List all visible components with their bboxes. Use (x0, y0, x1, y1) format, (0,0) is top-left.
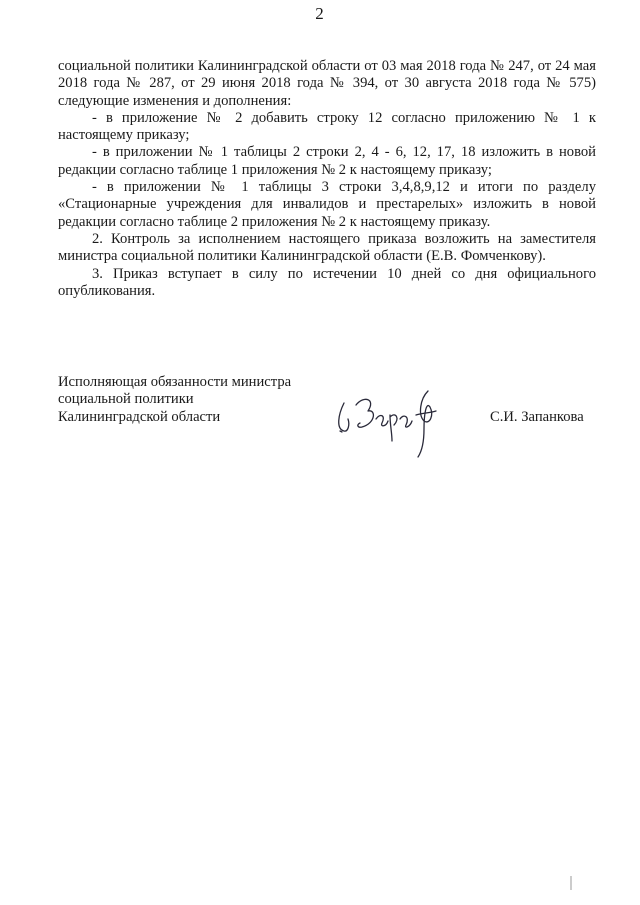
signer-position-line: Исполняющая обязанности министра (58, 374, 292, 390)
signer-position-line: Калининградской области (58, 408, 221, 425)
paragraph-amendment-1: - в приложение № 2 добавить строку 12 согласно приложению № 1 к настоящему приказу; (58, 109, 596, 144)
paragraph-effective-date: 3. Приказ вступает в силу по истечении 10 дней со дня официального опубликования. (58, 265, 596, 299)
paragraph-amendment-3: - в приложении № 1 таблицы 3 строки 3,4,8,9,12 и итоги по разделу «Стационарные учреждения для инвалидов и престарелых» изложить в новой редакции согласно таблице 2 приложения № 2 к настоящему приказу. (58, 179, 596, 230)
scan-mark (570, 876, 572, 890)
page-number: 2 (315, 4, 325, 23)
handwritten-signature (330, 385, 450, 465)
paragraph-amendment-2: - в приложении № 1 таблицы 2 строки 2, 4 - 6, 12, 17, 18 изложить в новой редакции согласно таблице 1 приложения № 2 к настоящему приказу; (58, 144, 596, 178)
paragraph-control: 2. Контроль за исполнением настоящего приказа возложить на заместителя министра социальной политики Калининградской области (Е.В. Фомченкову). (58, 230, 596, 265)
paragraph-continuation: социальной политики Калининградской области от 03 мая 2018 года № 247, от 24 мая 2018 года № 287, от 29 июня 2018 года № 394, от 30 августа 2018 года № 575) следующие изменения и дополнения: (58, 58, 596, 109)
signer-position-line: социальной политики (58, 391, 194, 408)
signer-position (58, 374, 318, 426)
signer-name: С.И. Запанкова (490, 409, 584, 425)
order-body (58, 58, 596, 300)
